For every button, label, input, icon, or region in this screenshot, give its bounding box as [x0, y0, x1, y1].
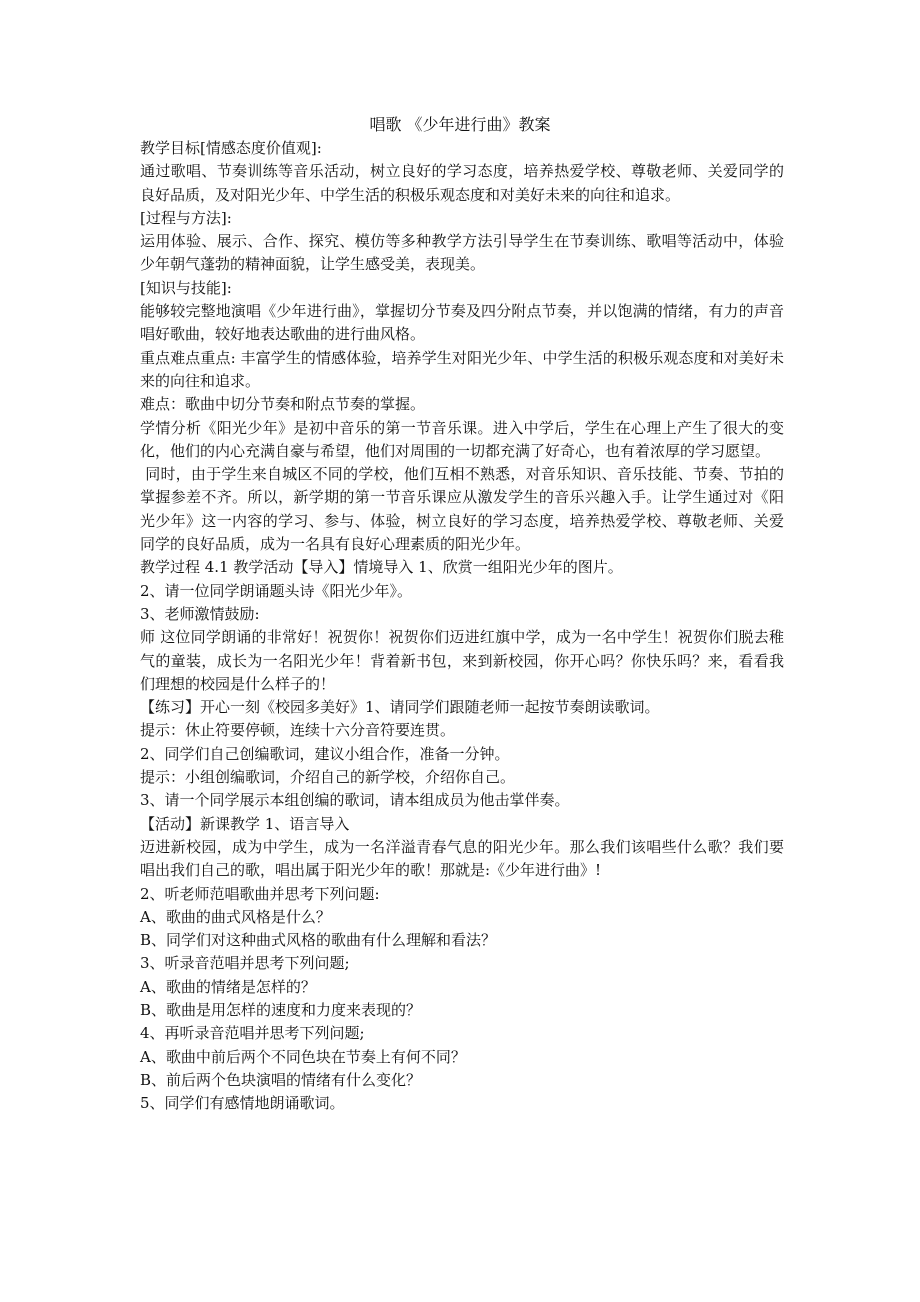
paragraph-question-a2: A、歌曲的情绪是怎样的？ — [140, 977, 316, 996]
paragraph-process-heading: [过程与方法]: — [140, 208, 232, 227]
paragraph-listen-recording: 3、听录音范唱并思考下列问题; — [140, 954, 350, 973]
paragraph-skills-text: 能够较完整地演唱《少年进行曲》，掌握切分节奏及四分附点节奏，并以饱满的情绪，有力的声音唱好歌曲，较好地表达歌曲的进行曲风格。 — [140, 302, 784, 344]
document-body — [140, 137, 784, 1115]
paragraph-intro-speech: 迈进新校园，成为中学生，成为一名洋溢青春气息的阳光少年。那么我们该唱些什么歌？我们要唱出我们自己的歌，唱出属于阳光少年的歌！那就是:《少年进行曲》! — [140, 837, 784, 880]
paragraph-listen-teacher: 2、听老师范唱歌曲并思考下列问题: — [140, 884, 380, 903]
paragraph-question-a1: A、歌曲的曲式风格是什么？ — [140, 907, 331, 926]
paragraph-objectives-text: 通过歌唱、节奏训练等音乐活动，树立良好的学习态度，培养热爱学校、尊敬老师、关爱同学的良好品质，及对阳光少年、中学生活的积极乐观态度和对美好未来的向往和追求。 — [140, 162, 784, 204]
paragraph-question-a3: A、歌曲中前后两个不同色块在节奏上有何不同？ — [140, 1047, 466, 1066]
paragraph-student-analysis-cont: 同时，由于学生来自城区不同的学校，他们互相不熟悉，对音乐知识、音乐技能、节奏、节拍的掌握参差不齐。所以，新学期的第一节音乐课应从激发学生的音乐兴趣入手。让学生通过对《阳光少年》这一内容的学习、参与、体验，树立良好的学习态度，培养热爱学校、尊敬老师、关爱同学的良好品质，成为一名具有良好心理素质的阳光少年。 — [140, 465, 784, 554]
paragraph-step-3: 3、老师激情鼓励: — [140, 604, 260, 623]
paragraph-practice-3: 3、请一个同学展示本组创编的歌词，请本组成员为他击掌伴奏。 — [140, 791, 570, 810]
paragraph-question-b2: B、歌曲是用怎样的速度和力度来表现的？ — [140, 1000, 422, 1019]
paragraph-key-points: 重点难点重点: 丰富学生的情感体验，培养学生对阳光少年、中学生活的积极乐观态度和对美好未来的向往和追求。 — [140, 348, 784, 390]
paragraph-student-analysis: 学情分析《阳光少年》是初中音乐的第一节音乐课。进入中学后，学生在心理上产生了很大的变化，他们的内心充满自豪与希望，他们对周围的一切都充满了好奇心，也有着浓厚的学习愿望。 — [140, 418, 784, 460]
paragraph-skills-heading: [知识与技能]: — [140, 278, 232, 297]
paragraph-practice-2: 2、同学们自己创编歌词，建议小组合作，准备一分钟。 — [140, 744, 510, 763]
paragraph-objectives-heading: 教学目标[情感态度价值观]: — [140, 139, 322, 157]
paragraph-practice: 【练习】开心一刻《校园多美好》1、请同学们跟随老师一起按节奏朗读歌词。 — [140, 698, 660, 717]
paragraph-step-2: 2、请一位同学朗诵题头诗《阳光少年》。 — [140, 581, 413, 600]
paragraph-recite-lyrics: 5、同学们有感情地朗诵歌词。 — [140, 1094, 345, 1113]
paragraph-question-b1: B、同学们对这种曲式风格的歌曲有什么理解和看法？ — [140, 931, 497, 950]
paragraph-teacher-speech: 师 这位同学朗诵的非常好！祝贺你！祝贺你们迈进红旗中学，成为一名中学生！祝贺你们脱去稚气的童装，成长为一名阳光少年！背着新书包，来到新校园，你开心吗？你快乐吗？来，看看我们理想的校园是什么样子的！ — [140, 628, 784, 693]
paragraph-question-b3: B、前后两个色块演唱的情绪有什么变化？ — [140, 1070, 422, 1089]
paragraph-process-text: 运用体验、展示、合作、探究、模仿等多种教学方法引导学生在节奏训练、歌唱等活动中，体验少年朝气蓬勃的精神面貌，让学生感受美，表现美。 — [140, 232, 784, 274]
paragraph-activity: 【活动】新课教学 1、语言导入 — [140, 814, 350, 833]
paragraph-hint-2: 提示：小组创编歌词，介绍自己的新学校，介绍你自己。 — [140, 768, 516, 787]
paragraph-teaching-process: 教学过程 4.1 教学活动【导入】情境导入 1、欣赏一组阳光少年的图片。 — [140, 558, 623, 577]
paragraph-listen-again: 4、再听录音范唱并思考下列问题; — [140, 1024, 365, 1043]
paragraph-difficulties: 难点：歌曲中切分节奏和附点节奏的掌握。 — [140, 395, 426, 414]
document-title: 唱歌 《少年进行曲》教案 — [369, 115, 551, 134]
paragraph-hint-1: 提示：休止符要停顿，连续十六分音符要连贯。 — [140, 721, 456, 740]
